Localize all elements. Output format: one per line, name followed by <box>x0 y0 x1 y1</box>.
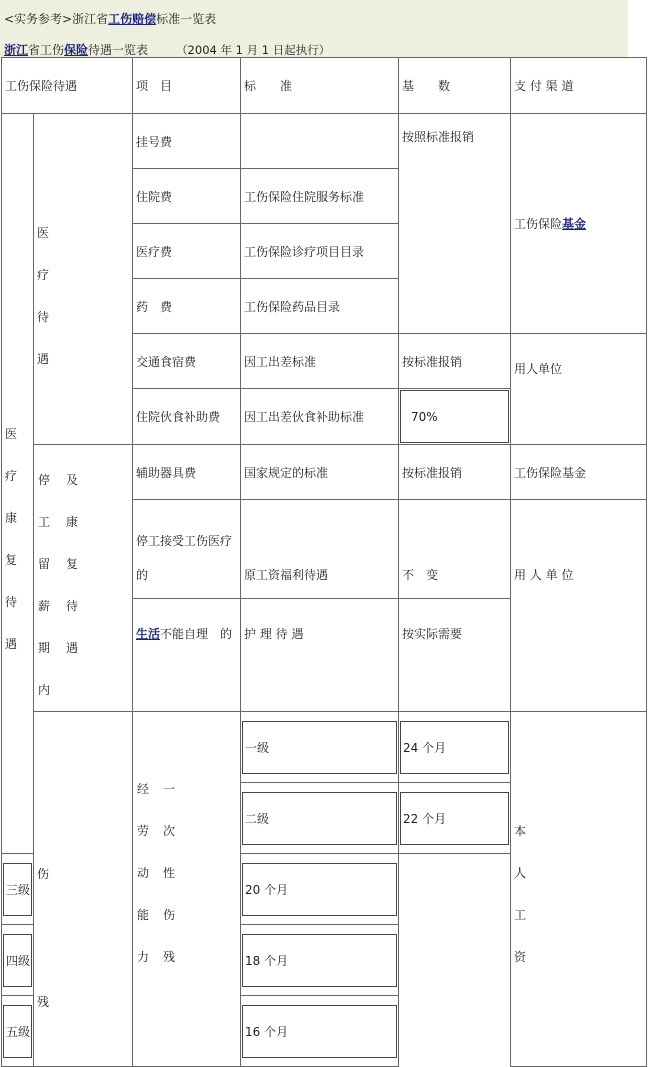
table-row <box>2 114 647 169</box>
months-grade-1: 24 个月 <box>400 721 509 774</box>
standard-transport: 因工出差标准 <box>244 354 317 369</box>
table-row <box>2 712 647 783</box>
grade-2: 二级 <box>242 792 397 845</box>
life-link[interactable]: 生活 <box>136 627 161 641</box>
grade-4: 四级 <box>3 934 32 987</box>
standard-medical: 工伤保险诊疗项目目录 <box>244 244 365 259</box>
medical-payment: 工伤保险基金 <box>514 217 587 231</box>
standard-hospital-meal: 因工出差伙食补助标准 <box>244 410 365 424</box>
subtitle-link-insurance[interactable]: 保险 <box>64 43 89 57</box>
base-hospital-meal: 70% <box>400 390 509 443</box>
effective-date: （2004 年 1 月 1 日起执行） <box>176 43 331 57</box>
subtitle-text2: 待遇一览表 <box>88 43 149 57</box>
injury-group: 伤 残 <box>34 712 133 1067</box>
table-row <box>2 445 647 500</box>
item-transport: 交通食宿费 <box>136 354 197 369</box>
item-drug-fee: 药 费 <box>136 299 173 314</box>
base-suspension: 不 变 <box>402 568 439 582</box>
item-hospital-meal: 住院伙食补助费 <box>136 410 221 424</box>
months-grade-4: 18 个月 <box>242 934 397 987</box>
breadcrumb-link[interactable]: 工伤赔偿 <box>108 12 157 26</box>
grade-1: 一级 <box>242 721 397 774</box>
standard-aids: 国家规定的标准 <box>244 465 329 480</box>
header-payment: 支 付 渠 道 <box>514 79 574 93</box>
standard-suspension: 原工资福利待遇 <box>244 568 329 582</box>
lump-sum-group: 经 劳 动 能 力 一 次 性 伤 残 <box>133 712 241 1067</box>
standard-nursing: 护 理 待 遇 <box>244 627 304 641</box>
standard-hospitalization: 工伤保险住院服务标准 <box>244 189 365 204</box>
disability-base: 本 人 工 资 <box>511 712 647 1067</box>
grade-3: 三级 <box>3 863 32 916</box>
item-hospitalization-fee: 住院费 <box>136 189 173 204</box>
item-suspension: 停工接受工伤医疗 的 <box>136 534 233 582</box>
breadcrumb-suffix: 标准一览表 <box>156 12 217 26</box>
subtitle-text1: 省工伤 <box>28 43 65 57</box>
item-medical-fee: 医疗费 <box>136 244 173 259</box>
medical-base: 按照标准报销 <box>402 130 475 144</box>
base-nursing: 按实际需要 <box>402 627 463 641</box>
table-header-row <box>2 58 647 114</box>
payment-aids: 工伤保险基金 <box>514 465 587 480</box>
page-header <box>0 0 628 58</box>
header-item: 项 目 <box>136 79 173 93</box>
standard-drug: 工伤保险药品目录 <box>244 299 341 314</box>
medical-rehab-group: 医 疗 康 复 待 遇 <box>2 114 34 854</box>
item-nursing: 生活不能自理 的 <box>136 627 233 641</box>
payment-suspension: 用 人 单 位 <box>514 568 574 582</box>
grade-5: 五级 <box>3 1005 32 1058</box>
item-aids: 辅助器具费 <box>136 465 197 480</box>
item-registration-fee: 挂号费 <box>136 134 173 149</box>
payment-employer: 用人单位 <box>514 362 563 376</box>
base-transport: 按标准报销 <box>402 354 463 369</box>
header-base: 基 数 <box>402 79 451 93</box>
base-aids: 按标准报销 <box>402 465 463 480</box>
page-subtitle <box>4 41 330 58</box>
header-standard: 标 准 <box>244 79 293 93</box>
months-grade-2: 22 个月 <box>400 792 509 845</box>
header-benefit: 工伤保险待遇 <box>5 79 78 93</box>
breadcrumb <box>4 10 216 27</box>
fund-link[interactable]: 基金 <box>562 217 587 231</box>
breadcrumb-prefix: <实务参考>浙江省 <box>4 12 109 26</box>
rehab-benefits-group: 停 工 留 薪 期 内 及 康 复 待 遇 <box>34 445 133 712</box>
medical-benefits-group: 医 疗 待 遇 <box>34 114 133 445</box>
subtitle-link-zhejiang[interactable]: 浙江 <box>4 43 29 57</box>
months-grade-3: 20 个月 <box>242 863 397 916</box>
months-grade-5: 16 个月 <box>242 1005 397 1058</box>
benefits-table <box>1 57 647 1067</box>
